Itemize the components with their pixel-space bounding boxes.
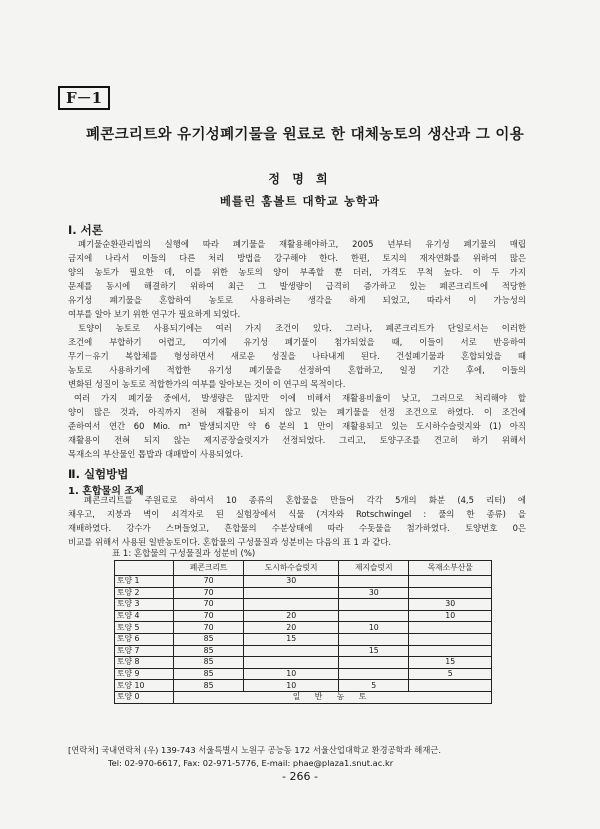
contact-footer (68, 744, 530, 770)
header-cell: 폐콘크리트 (174, 561, 244, 576)
table-cell: 15 (244, 633, 339, 645)
table-cell (409, 587, 492, 599)
row-label: 토양 0 (115, 691, 174, 703)
table-cell (339, 633, 409, 645)
intro-heading: Ⅰ. 서론 (68, 223, 103, 237)
table-cell (244, 587, 339, 599)
header-cell: 제지슬럿지 (339, 561, 409, 576)
table-cell: 85 (174, 657, 244, 669)
table-cell (409, 645, 492, 657)
table-cell (409, 622, 492, 634)
text-line: 채우고, 지붕과 벽이 쇠격자로 된 실험장에서 식물 (겨자와 Rotschwingel : 풀의 한 종류) 을 (68, 508, 526, 519)
mix-subheading: 1. 혼합물의 조제 (68, 486, 144, 497)
text-line: 재활용이 전혀 되지 않는 제지공장슬럿지가 선정되었다. 그리고, 토양구조를 견고히 하기 위해서 (68, 434, 526, 445)
table-cell (339, 610, 409, 622)
text-line: 비교를 위해서 사용된 일반농토이다. 혼합물의 구성물질과 성분비는 다음의 표 1 과 같다. (68, 536, 392, 547)
table-cell (339, 668, 409, 680)
row-label: 토양 7 (115, 645, 174, 657)
paper-title: 폐콘크리트와 유기성폐기물을 원료로 한 대체농토의 생산과 그 이용 (85, 127, 525, 143)
table-row (115, 680, 492, 692)
row-label: 토양 3 (115, 599, 174, 611)
table-cell: 20 (244, 622, 339, 634)
row-label: 토양 6 (115, 633, 174, 645)
text-line: 재배하였다. 강수가 스며들었고, 흔합물의 수분상태에 따라 수돗물을 첨가하였다. 토양번호 0은 (68, 522, 526, 533)
table-cell: 30 (339, 587, 409, 599)
table-row (115, 657, 492, 669)
text-line: 토양이 농토로 사용되기에는 여러 가지 조건이 있다. 그러나, 폐콘크리트가 단일로서는 이러한 (78, 323, 526, 333)
text-line: 양의 농토가 필요한 데, 이를 위한 농토의 양이 부족할 뿐 더러, 가격도 무척 높다. 이 두 가지 (68, 266, 526, 277)
table-cell: 15 (409, 657, 492, 669)
table-row (115, 587, 492, 599)
table-cell: 70 (174, 587, 244, 599)
contact-line: [연락처] 국내연락처 (우) 139-743 서울특별시 노원구 공능동 172 서울산업대학교 환경공학과 해재근. (68, 745, 441, 755)
row-label: 토양 9 (115, 668, 174, 680)
header-cell: 도시하수슬럿지 (244, 561, 339, 576)
table-cell: 85 (174, 680, 244, 692)
table-header-row (115, 561, 492, 576)
text-line: 문제를 동시에 해결하기 위하여 최근 그 발생량이 급격히 증가하고 있는 폐콘크리트에 적당한 (68, 280, 526, 291)
table-cell (244, 657, 339, 669)
text-line: 금지에 나라서 이들의 다른 처리 방법을 강구해야 한다. 한편, 토지의 재자연화를 위하여 많은 (68, 252, 526, 263)
header-cell: 목재소부산물 (409, 561, 492, 576)
text-line: 변화된 성질이 농토로 적합한가의 여부를 알아보는 것이 이 연구의 목적이다. (68, 378, 346, 389)
methods-paragraph-1 (68, 494, 526, 550)
table-cell: 10 (409, 610, 492, 622)
merged-cell: 일 반 농 토 (174, 691, 492, 703)
table-row (115, 622, 492, 634)
table-cell: 10 (244, 680, 339, 692)
intro-paragraph-3 (68, 392, 526, 462)
table-cell (409, 680, 492, 692)
text-line: 양이 많은 것과, 아직까지 전혀 재활용이 되지 않고 있는 폐기물을 선정 조건으로 하였다. 이 조건에 (68, 406, 526, 417)
intro-paragraph-2 (68, 322, 526, 392)
contact-line: Tel: 02-970-6617, Fax: 02-971-5776, E-mail: phae@plaza1.snut.ac.kr (108, 758, 394, 768)
table-cell: 15 (339, 645, 409, 657)
intro-paragraph-1 (68, 238, 526, 321)
row-label: 토양 4 (115, 610, 174, 622)
table-cell: 85 (174, 645, 244, 657)
row-label: 토양 2 (115, 587, 174, 599)
text-line: 여러 가지 폐기물 중에서, 발생량은 많지만 이에 비해서 재활용비율이 낮고, 그러므로 처리해야 할 (74, 393, 526, 403)
table-row (115, 668, 492, 680)
table-row (115, 691, 492, 703)
section-tag: F－1 (58, 86, 110, 110)
table-row (115, 599, 492, 611)
page-number: - 266 - (282, 770, 318, 783)
table-cell (339, 599, 409, 611)
table-cell (409, 576, 492, 588)
table-row (115, 610, 492, 622)
table-cell: 70 (174, 610, 244, 622)
table-cell: 30 (409, 599, 492, 611)
text-line: 유기성 폐기물을 혼합하여 농토로 사용하려는 생각을 하게 되었고, 따라서 이 가능성의 (68, 294, 526, 305)
author-name: 정 명 희 (268, 172, 332, 186)
table-cell: 85 (174, 633, 244, 645)
table-cell (409, 633, 492, 645)
text-line: 조건에 부합하기 어렵고, 여기에 유기성 폐기물이 첨가되었을 때, 이들이 서로 반응하여 (68, 336, 526, 347)
table-cell: 10 (244, 668, 339, 680)
methods-heading: Ⅱ. 실험방법 (68, 467, 129, 481)
table-cell: 30 (244, 576, 339, 588)
header-cell (115, 561, 174, 576)
table-cell: 20 (244, 610, 339, 622)
table-cell (339, 657, 409, 669)
text-line: 무기－유기 복합체를 형성하면서 새로운 성질을 나타내게 된다. 건설폐기물과 혼합되었을 때 (68, 350, 526, 361)
table-cell: 10 (339, 622, 409, 634)
row-label: 토양 1 (115, 576, 174, 588)
table-cell: 70 (174, 599, 244, 611)
table-row (115, 645, 492, 657)
text-line: 폐기물순환관리법의 실행에 따라 폐기물을 재활용해야하고, 2005 년부터 유기성 폐기물의 매립 (78, 239, 526, 249)
row-label: 토양 8 (115, 657, 174, 669)
composition-table (114, 560, 492, 704)
table-row (115, 576, 492, 588)
table-cell: 85 (174, 668, 244, 680)
table-cell (339, 576, 409, 588)
text-line: 폐콘크리트를 주원료로 하여서 10 종류의 혼합물을 만들어 각각 5개의 화분 (4,5 리터) 에 (84, 495, 526, 505)
row-label: 토양 10 (115, 680, 174, 692)
text-line: 농토로 사용하기에 적합한 유기성 폐기물을 선정하여 혼합하고, 일정 기간 후에, 이들의 (68, 364, 526, 375)
table-cell: 5 (409, 668, 492, 680)
table-cell: 5 (339, 680, 409, 692)
table-caption: 표 1: 혼합물의 구성물질과 성분비 (%) (112, 549, 256, 559)
table-cell (244, 599, 339, 611)
table-cell: 70 (174, 622, 244, 634)
text-line: 목재소의 부산물인 톱밥과 대패밥이 사용되었다. (68, 448, 244, 459)
affiliation: 베를린 훔볼트 대학교 농학과 (219, 194, 381, 208)
table-cell (244, 645, 339, 657)
row-label: 토양 5 (115, 622, 174, 634)
table-cell: 70 (174, 576, 244, 588)
text-line: 여부를 알아 보기 위한 연구가 필요하게 되었다. (68, 308, 241, 319)
table-row (115, 633, 492, 645)
text-line: 준하여서 연간 60 Mio. m³ 발생되지만 약 6 분의 1 만이 재활용되고 있는 도시하수슬럿지와 (1) 아직 (68, 420, 526, 431)
